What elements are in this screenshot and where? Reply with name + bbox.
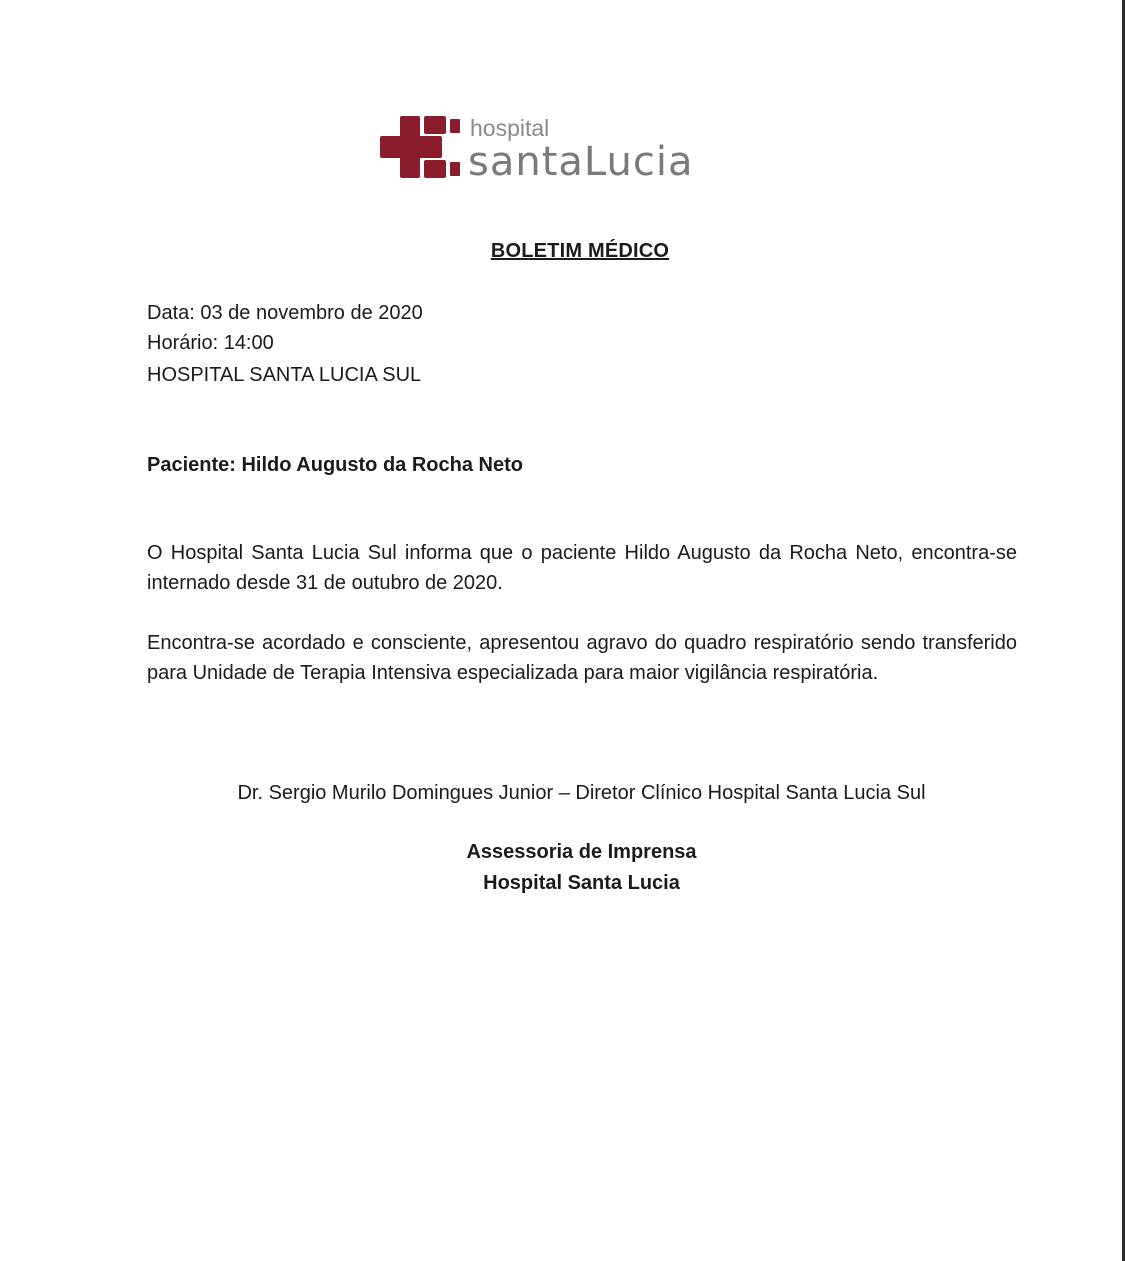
paragraph-1: O Hospital Santa Lucia Sul informa que o paciente Hildo Augusto da Rocha Neto, encontra-se internado desde 31 de outubro de 2020. bbox=[147, 542, 1017, 594]
signature-line: Dr. Sergio Murilo Domingues Junior – Diretor Clínico Hospital Santa Lucia Sul bbox=[237, 782, 926, 804]
time-line: Horário: 14:00 bbox=[147, 332, 274, 354]
footer-line-1: Assessoria de Imprensa bbox=[466, 841, 697, 863]
hospital-line: HOSPITAL SANTA LUCIA SUL bbox=[147, 364, 422, 386]
date-line: Data: 03 de novembro de 2020 bbox=[147, 302, 423, 324]
patient-line: Paciente: Hildo Augusto da Rocha Neto bbox=[147, 454, 523, 476]
logo-graphic bbox=[378, 112, 788, 184]
cross-icon bbox=[380, 116, 460, 178]
logo-big-text: santaLucia bbox=[468, 139, 694, 184]
hospital-logo bbox=[378, 112, 788, 184]
footer-line-2: Hospital Santa Lucia bbox=[483, 872, 680, 894]
logo-small-text: hospital bbox=[470, 115, 550, 141]
document-title: BOLETIM MÉDICO bbox=[490, 240, 670, 262]
paragraph-2: Encontra-se acordado e consciente, apresentou agravo do quadro respiratório sendo transferido para Unidade de Terapia Intensiva especializada para maior vigilância respiratória. bbox=[147, 632, 1017, 684]
